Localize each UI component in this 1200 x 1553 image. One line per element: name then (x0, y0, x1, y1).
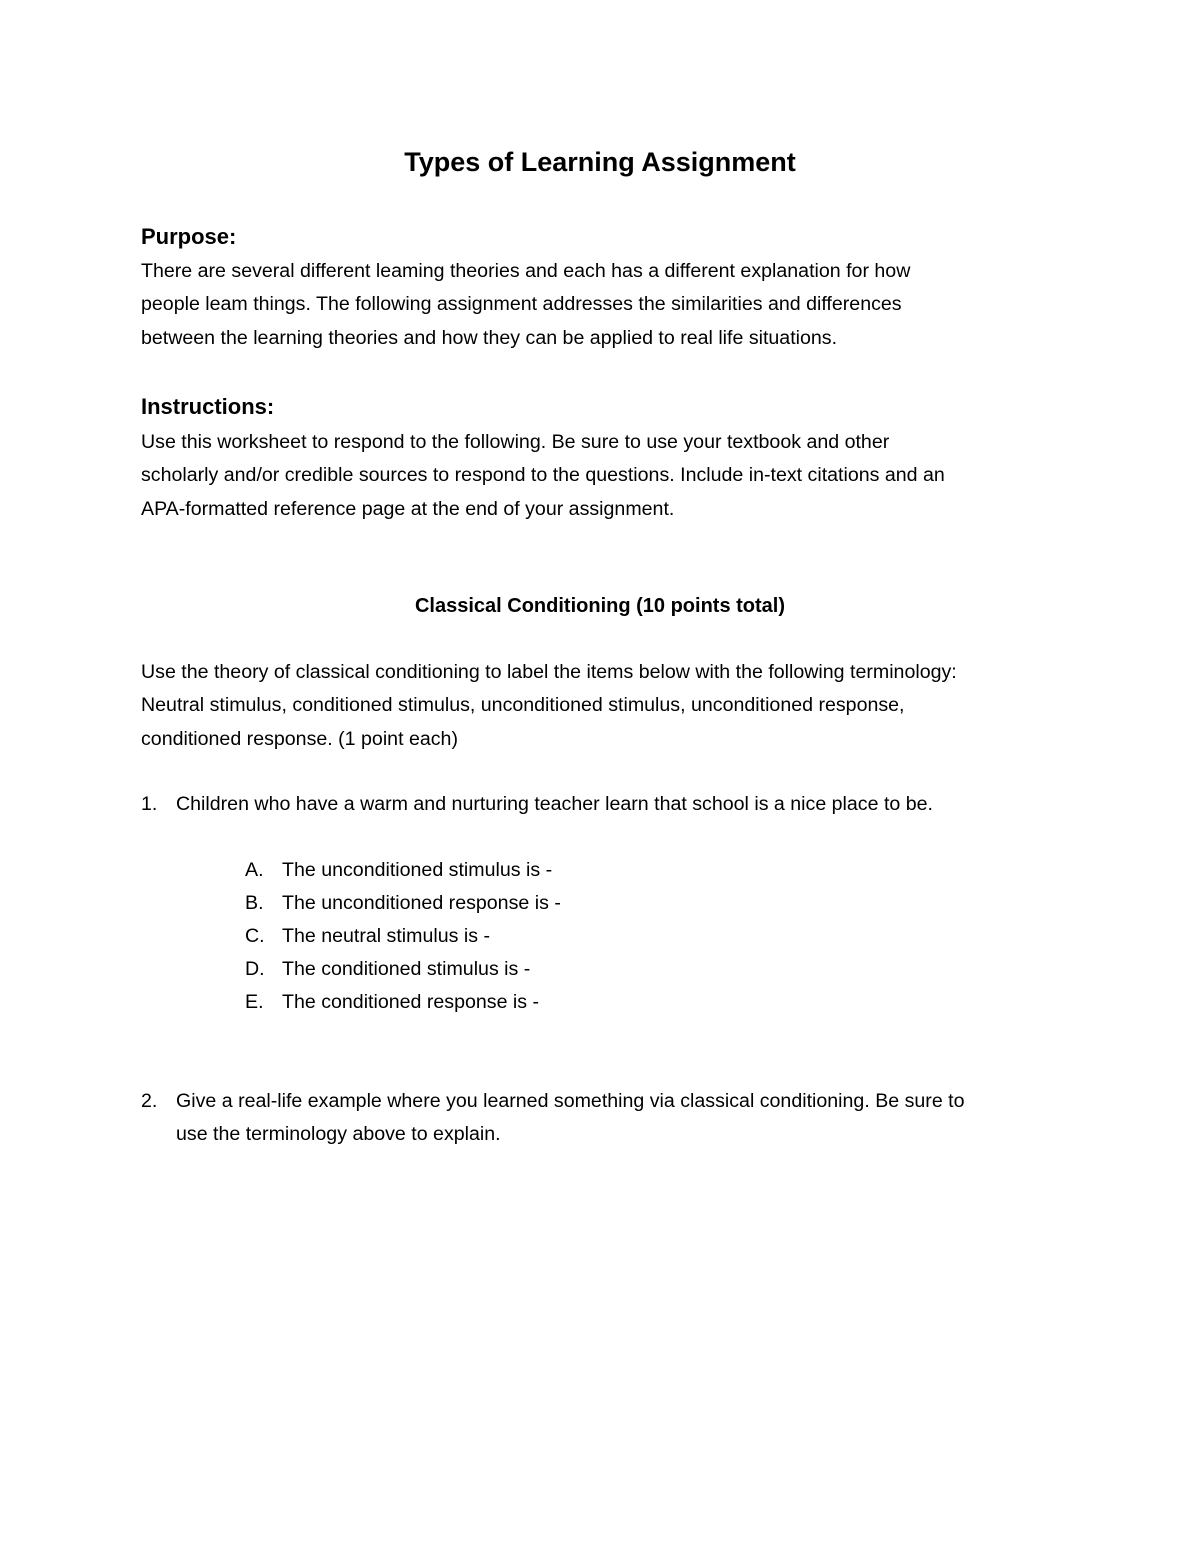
question-1-number: 1. (141, 793, 158, 815)
item-letter: C. (245, 925, 265, 947)
instructions-line: scholarly and/or credible sources to respond to the questions. Include in-text citations and an (141, 464, 945, 487)
section-intro (141, 656, 1071, 756)
question-2-line: use the terminology above to explain. (176, 1123, 501, 1146)
item-letter: B. (245, 892, 264, 914)
section-intro-line: Use the theory of classical conditioning to label the items below with the following terminology: (141, 661, 957, 683)
question-1-text (176, 788, 933, 821)
question-2-text (176, 1085, 965, 1152)
document-title: Types of Learning Assignment (404, 147, 796, 177)
instructions-paragraph (141, 426, 1071, 526)
question-1-line: Children who have a warm and nurturing teacher learn that school is a nice place to be. (176, 793, 933, 815)
question-1-item-d (245, 953, 530, 986)
item-text: The unconditioned response is - (282, 892, 561, 914)
item-text: The conditioned stimulus is - (282, 958, 531, 980)
section-title: Classical Conditioning (10 points total) (414, 595, 786, 617)
section-intro-line: conditioned response. (1 point each) (141, 727, 458, 750)
purpose-line: people leam things. The following assignment addresses the similarities and differences (141, 293, 902, 316)
instructions-line: Use this worksheet to respond to the following. Be sure to use your textbook and other (141, 431, 890, 453)
purpose-line: between the learning theories and how they can be applied to real life situations. (141, 326, 838, 349)
section-intro-line: Neutral stimulus, conditioned stimulus, unconditioned stimulus, unconditioned response, (141, 694, 905, 717)
purpose-heading: Purpose: (141, 224, 237, 249)
purpose-line: There are several different leaming theories and each has a different explanation for how (141, 260, 911, 282)
item-text: The neutral stimulus is - (282, 925, 490, 947)
item-letter: A. (245, 859, 264, 881)
question-1-item-e (245, 986, 539, 1019)
item-letter: E. (245, 991, 264, 1013)
question-2-number: 2. (141, 1090, 158, 1112)
instructions-heading: Instructions: (141, 394, 275, 419)
question-1-item-c (245, 920, 490, 953)
item-text: The unconditioned stimulus is - (282, 859, 553, 881)
question-2-line: Give a real-life example where you learned something via classical conditioning. Be sure to (176, 1090, 965, 1112)
question-1-item-a (245, 854, 552, 887)
purpose-paragraph (141, 255, 1071, 355)
question-1-item-b (245, 887, 561, 920)
item-letter: D. (245, 958, 265, 980)
item-text: The conditioned response is - (282, 991, 540, 1013)
instructions-line: APA-formatted reference page at the end of your assignment. (141, 497, 675, 520)
